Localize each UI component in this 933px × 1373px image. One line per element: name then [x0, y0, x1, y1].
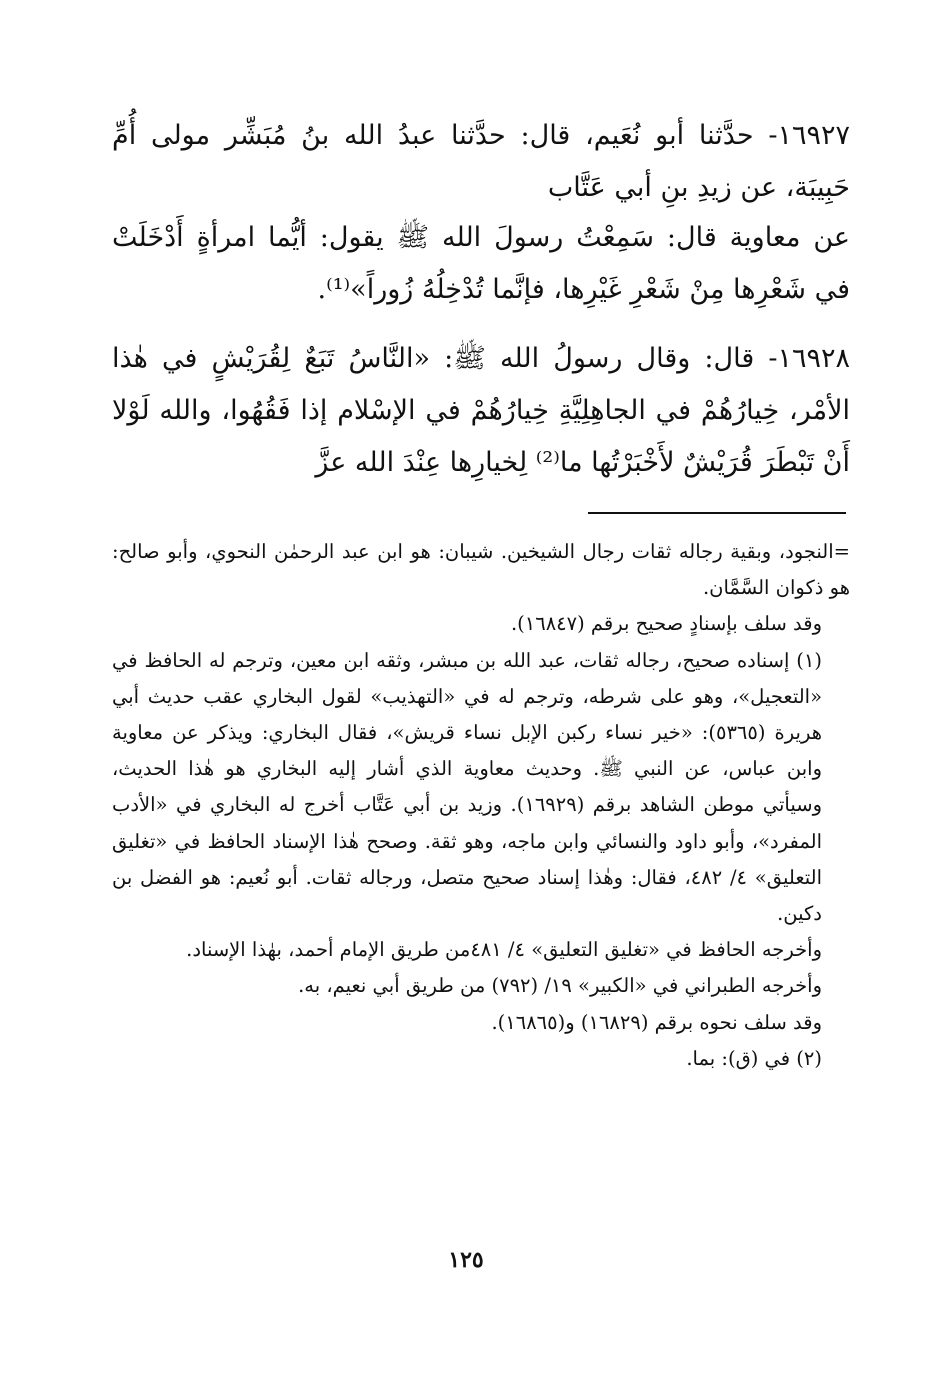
- footnote-separator: [588, 512, 846, 514]
- hadith-16927-matn: عن معاوية قال: سَمِعْتُ رسولَ الله ﷺ يقول: أيُّما امرأةٍ أَدْخَلَتْ في شَعْرِها مِنْ شَعْرِ غَيْرِها، فإنَّما تُدْخِلُهُ زُوراً»⁽¹⁾.: [112, 222, 850, 305]
- hadith-16928: ١٦٩٢٨- قال: وقال رسولُ الله ﷺ: «النَّاسُ تَبَعٌ لِقُرَيْشٍ في هٰذا الأمْر، خِيارُهُمْ في الجاهِلِيَّةِ خِيارُهُمْ في الإسْلام إذا فَقُهُوا، والله لَوْلا أَنْ تَبْطَرَ قُرَيْشٌ لأَخْبَرْتُها ما⁽²⁾ لِخيارِها عِنْدَ الله عزَّ: [112, 343, 850, 478]
- footnotes: [112, 534, 850, 1077]
- footnote-continuation: =النجود، وبقية رجاله ثقات رجال الشيخين. شيبان: هو ابن عبد الرحمٰن النحوي، وأبو صالح: هو ذكوان السَّمَّان.: [112, 540, 850, 600]
- footnote-1: (١) إسناده صحيح، رجاله ثقات، عبد الله بن مبشر، وثقه ابن معين، وترجم له الحافظ في «التعجيل»، وهو على شرطه، وترجم له في «التهذيب» لقول البخاري عقب حديث أبي هريرة (٥٣٦٥): «خير نساء ركبن الإبل نساء قريش»، فقال البخاري: ويذكر عن معاوية وابن عباس، عن النبي ﷺ. وحديث معاوية الذي أشار إليه البخاري هو هٰذا الحديث، وسيأتي موطن الشاهد برقم (١٦٩٢٩). وزيد بن أبي عَتَّاب أخرج له البخاري في «الأدب المفرد»، وأبو داود والنسائي وابن ماجه، وهو ثقة. وصحح هٰذا الإسناد الحافظ في «تغليق التعليق» ٤/ ٤٨٢، فقال: وهٰذا إسناد صحيح متصل، ورجاله ثقات. أبو نُعيم: هو الفضل بن دكين.: [112, 648, 822, 926]
- hadith-16927-isnad: ١٦٩٢٧- حدَّثنا أبو نُعَيم، قال: حدَّثنا عبدُ الله بنُ مُبَشِّر مولى أُمِّ حَبِيبَة، عن زيدِ بنِ أبي عَتَّاب: [112, 120, 850, 203]
- footnote-1-takhrij-ahmad: وأخرجه الحافظ في «تغليق التعليق» ٤/ ٤٨١من طريق الإمام أحمد، بهٰذا الإسناد.: [186, 938, 822, 962]
- footnote-1-takhrij-tabarani: وأخرجه الطبراني في «الكبير» ١٩/ (٧٩٢) من طريق أبي نعيم، به.: [298, 974, 822, 998]
- footnote-continuation-ref: وقد سلف بإسنادٍ صحيح برقم (١٦٨٤٧).: [510, 612, 822, 636]
- footnote-2: (٢) في (ق): بما.: [686, 1046, 822, 1070]
- page-number: ١٢٥: [448, 1247, 484, 1273]
- footnote-1-cross-ref: وقد سلف نحوه برقم (١٦٨٢٩) و(١٦٨٦٥).: [491, 1010, 822, 1034]
